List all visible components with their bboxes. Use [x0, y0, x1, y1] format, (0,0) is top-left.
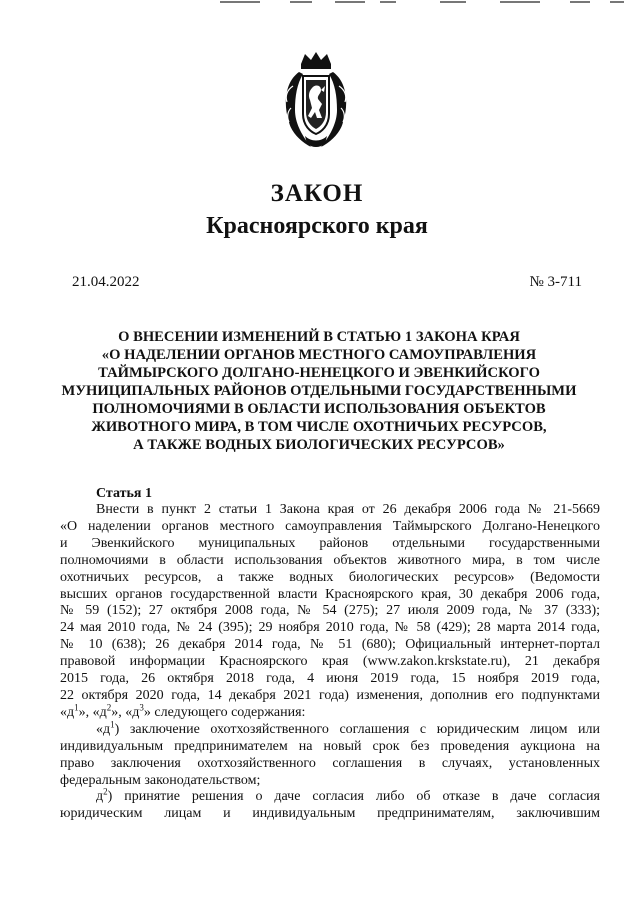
item-d1-line: федеральным законодательством;: [60, 772, 261, 788]
paragraph-line: № 10 (638); 26 декабря 2014 года, № 51 (680); Официальный интернет-портал: [60, 637, 600, 653]
item-d2-line: [60, 786, 600, 806]
superscript: 2: [106, 702, 112, 713]
heading-line: А ТАКЖЕ ВОДНЫХ БИОЛОГИЧЕСКИХ РЕСУРСОВ»: [133, 437, 505, 453]
item-d2-line: юридическим лицам и индивидуальным предпринимателям, заключившим: [60, 806, 600, 822]
item-text: ) заключение охотхозяйственного соглашения с юридическим лицом или: [114, 721, 600, 737]
quote-d: », «д: [111, 704, 140, 720]
scan-top-marks: [220, 0, 630, 6]
item-d1-line: [60, 719, 600, 739]
heading-line: ТАЙМЫРСКОГО ДОЛГАНО-НЕНЕЦКОГО И ЭВЕНКИЙСКОГО: [98, 365, 540, 381]
heading-line: МУНИЦИПАЛЬНЫХ РАЙОНОВ ОТДЕЛЬНЫМИ ГОСУДАРСТВЕННЫМИ: [61, 383, 577, 399]
quote-d: «д: [60, 704, 75, 720]
superscript: 1: [110, 719, 115, 730]
paragraph-line: 22 октября 2020 года, 14 декабря 2021 года) изменения, дополнив его подпунктами: [60, 687, 600, 703]
paragraph-line: и Эвенкийского муниципальных районов отдельными государственными: [60, 535, 600, 551]
document-subtitle: Красноярского края: [206, 213, 428, 239]
paragraph-line: правовой информации Красноярского края (www.zakon.krskstate.ru), 21 декабря: [60, 654, 600, 670]
paragraph-line: [60, 702, 600, 722]
item-d1-line: право заключения охотхозяйственного соглашения в случаях, установленных: [60, 755, 600, 771]
paragraph-line: Внести в пункт 2 статьи 1 Закона края от 26 декабря 2006 года № 21-5669: [96, 502, 600, 517]
item-text: ) принятие решения о даче согласия либо об отказе в даче согласия: [107, 789, 600, 805]
paragraph-line: № 59 (152); 27 октября 2008 года, № 54 (275); 27 июля 2009 года, № 37 (333);: [60, 603, 600, 619]
item-prefix: д: [96, 789, 104, 805]
law-heading: [50, 328, 588, 454]
coat-of-arms-emblem: [281, 52, 351, 152]
law-date: 21.04.2022: [72, 274, 140, 290]
superscript: 1: [74, 702, 79, 713]
law-number: № 3-711: [529, 274, 582, 290]
heading-line: ПОЛНОМОЧИЯМИ В ОБЛАСТИ ИСПОЛЬЗОВАНИЯ ОБЪЕКТОВ: [92, 401, 546, 417]
paragraph-line: 24 мая 2010 года, № 24 (395); 29 ноября 2010 года, № 58 (429); 28 марта 2014 года,: [60, 620, 600, 636]
item-d1-line: индивидуальным предпринимателем на новый срок без проведения аукциона на: [60, 738, 600, 754]
superscript: 2: [103, 786, 108, 797]
heading-line: ЖИВОТНОГО МИРА, В ТОМ ЧИСЛЕ ОХОТНИЧЬИХ РЕСУРСОВ,: [91, 419, 547, 435]
article-body: [60, 502, 600, 823]
document-title: ЗАКОН: [270, 180, 364, 207]
paragraph-line: 2015 года, 26 октября 2018 года, 4 июня 2019 года, 15 ноября 2019 года,: [60, 671, 600, 687]
superscript: 3: [139, 702, 144, 713]
heading-line: О ВНЕСЕНИИ ИЗМЕНЕНИЙ В СТАТЬЮ 1 ЗАКОНА КРАЯ: [118, 329, 520, 345]
paragraph-line: охотничьих ресурсов, а также водных биологических ресурсов» (Ведомости: [60, 569, 600, 585]
paragraph-line: полномочиями в области использования объектов животного мира, в том числе: [60, 552, 600, 568]
paragraph-tail: » следующего содержания:: [143, 704, 306, 720]
article-title: Статья 1: [96, 486, 152, 501]
paragraph-line: «О наделении органов местного самоуправления Таймырского Долгано-Ненецкого: [60, 518, 600, 534]
heading-line: «О НАДЕЛЕНИИ ОРГАНОВ МЕСТНОГО САМОУПРАВЛЕНИЯ: [101, 347, 537, 363]
quote-d: », «д: [78, 704, 107, 720]
item-prefix: «д: [96, 721, 111, 737]
paragraph-line: высших органов государственной власти Красноярского края, 30 декабря 2006 года,: [60, 586, 600, 602]
